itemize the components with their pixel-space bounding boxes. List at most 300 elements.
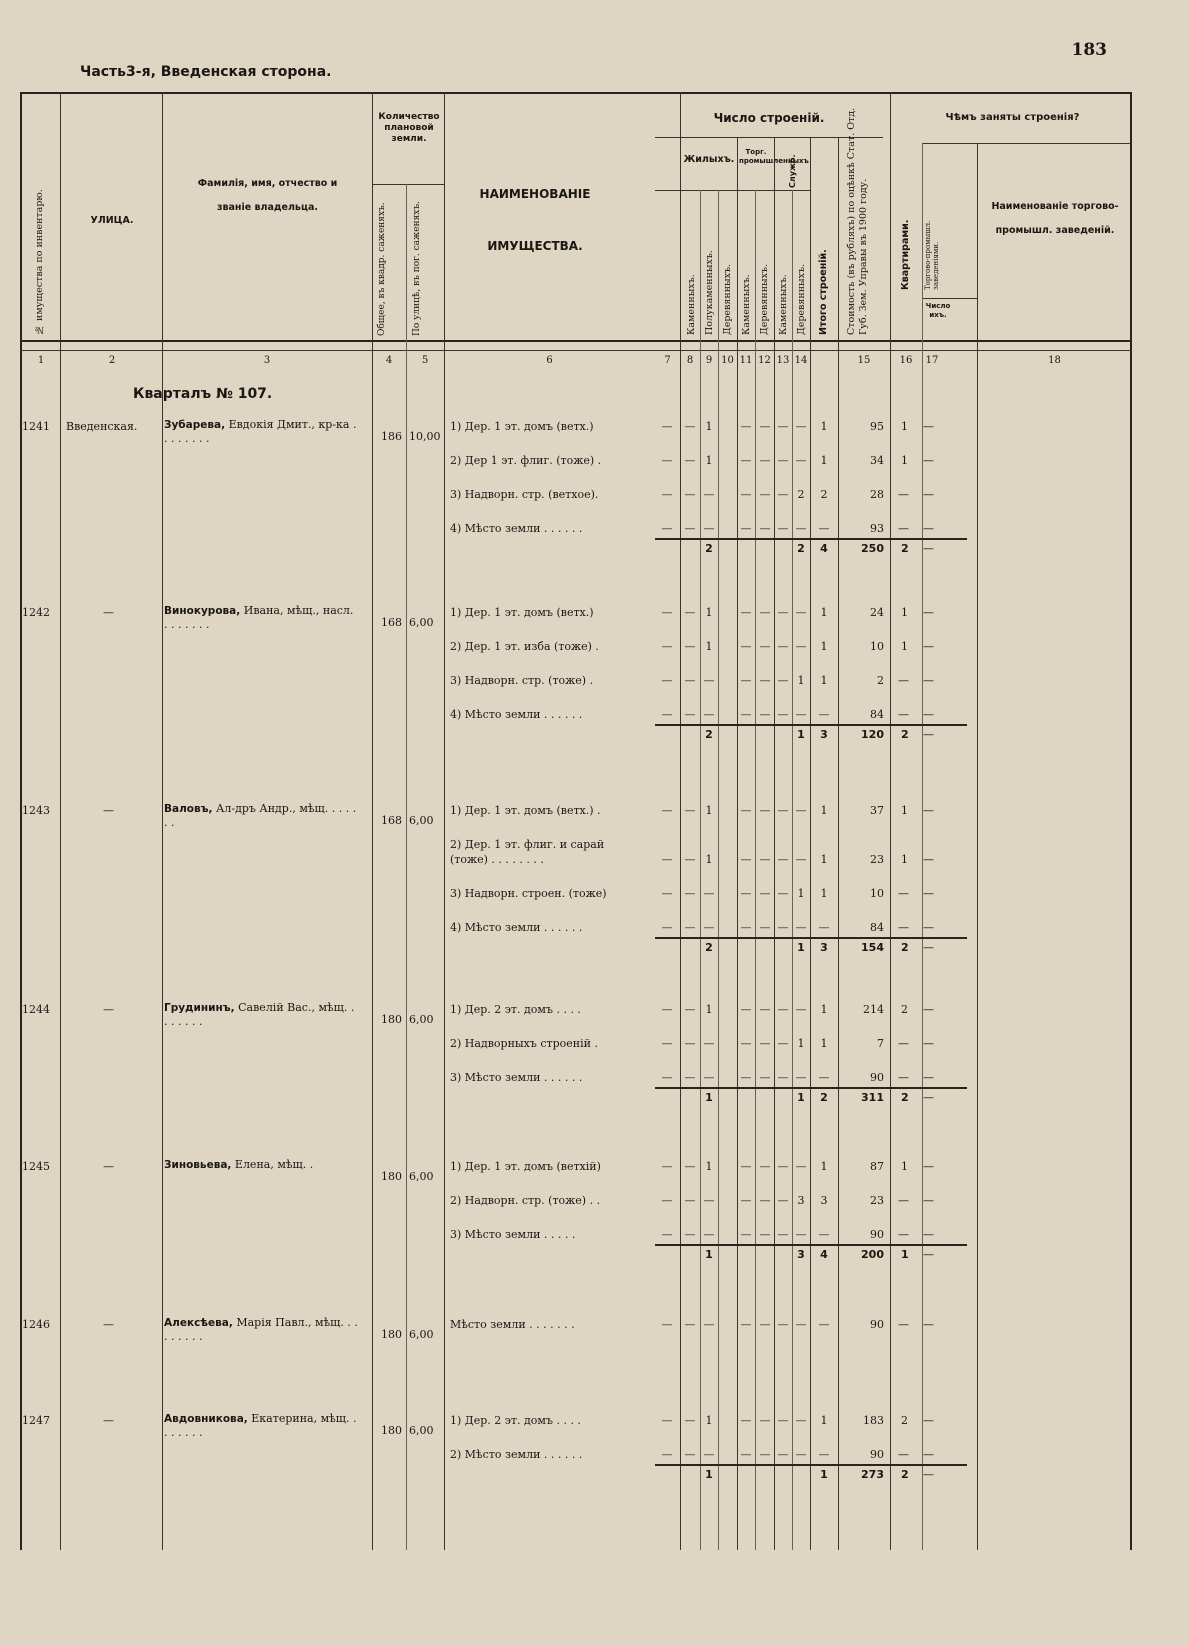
torgzav-dash: — bbox=[923, 1194, 934, 1207]
property-item: Мѣсто земли . . . . . . . bbox=[450, 1318, 575, 1331]
area-total: 168 bbox=[381, 616, 402, 629]
cost-cell: 183 bbox=[863, 1414, 884, 1427]
torg-der-cell: — bbox=[759, 853, 771, 866]
kam-cell: — bbox=[661, 1318, 673, 1331]
sum-sluzh: 2 bbox=[797, 542, 805, 555]
property-item: 2) Дер. 1 эт. флиг. и сарай bbox=[450, 838, 605, 851]
sluzh-der-cell: — bbox=[795, 522, 807, 535]
colnum-11: 11 bbox=[739, 355, 753, 366]
sluzh-der-cell: — bbox=[795, 921, 807, 934]
cost-header: Стоимость (въ рубляхъ) по оцѣнкѣ Стат. Отд. Губ. Зем. Управы въ 1900 году. bbox=[846, 107, 869, 335]
sum-torgzav-dash: — bbox=[923, 1248, 934, 1261]
area-group-rule bbox=[372, 184, 444, 185]
header-bottom-rule bbox=[20, 340, 1132, 342]
cost-cell: 90 bbox=[870, 1448, 884, 1461]
sluzh-der-cell: — bbox=[795, 708, 807, 721]
sluzh-kam-cell: — bbox=[777, 804, 789, 817]
sluzh-kam-cell: — bbox=[777, 522, 789, 535]
sum-kvart: 1 bbox=[901, 1248, 909, 1261]
polukam-cell: — bbox=[684, 1037, 696, 1050]
street-dash: — bbox=[103, 1160, 114, 1173]
quarter-heading: Кварталъ № 107. bbox=[133, 386, 273, 402]
sum-torgzav-dash: — bbox=[923, 941, 934, 954]
polukam-cell: — bbox=[684, 708, 696, 721]
torg-kam-cell: — bbox=[740, 420, 752, 433]
der-cell: — bbox=[703, 522, 715, 535]
sluzh-kam-cell: — bbox=[777, 708, 789, 721]
property-item: 2) Надворн. стр. (тоже) . . bbox=[450, 1194, 601, 1207]
col-divider-7 bbox=[700, 190, 701, 1550]
kam-header-3: Каменныхъ. bbox=[778, 274, 789, 335]
subtotal-rule bbox=[655, 538, 967, 540]
der-cell: — bbox=[703, 1037, 715, 1050]
kvart-cell: 1 bbox=[901, 804, 908, 817]
cost-cell: 24 bbox=[870, 606, 884, 619]
der-cell: — bbox=[703, 1448, 715, 1461]
property-item: 4) Мѣсто земли . . . . . . bbox=[450, 708, 583, 721]
property-item: 3) Надворн. стр. (ветхое). bbox=[450, 488, 599, 501]
col6-header-b: ИМУЩЕСТВА. bbox=[487, 239, 583, 253]
property-item: 3) Мѣсто земли . . . . . . bbox=[450, 1071, 583, 1084]
record-number: 1245 bbox=[22, 1160, 50, 1173]
torgzav-dash: — bbox=[923, 640, 934, 653]
torg-der-cell: — bbox=[759, 488, 771, 501]
polukam-cell: — bbox=[684, 921, 696, 934]
col-divider-1 bbox=[60, 92, 61, 1550]
kam-cell: — bbox=[661, 454, 673, 467]
cost-cell: 2 bbox=[877, 674, 884, 687]
kam-cell: — bbox=[661, 1003, 673, 1016]
polukam-cell: — bbox=[684, 1414, 696, 1427]
polukam-cell: — bbox=[684, 640, 696, 653]
colnum-9: 9 bbox=[705, 355, 713, 366]
total-cell: 1 bbox=[820, 640, 828, 653]
sluzh-kam-cell: — bbox=[777, 921, 789, 934]
owner-surname: Зиновьева, bbox=[164, 1159, 232, 1171]
kam-cell: — bbox=[661, 1448, 673, 1461]
cost-cell: 214 bbox=[863, 1003, 884, 1016]
der-cell: 1 bbox=[705, 454, 713, 467]
kvart-dash: — bbox=[898, 1071, 909, 1084]
area-total: 180 bbox=[381, 1013, 402, 1026]
sluzh-der-cell: — bbox=[795, 640, 807, 653]
property-item: 1) Дер. 2 эт. домъ . . . . bbox=[450, 1003, 581, 1016]
sluzh-der-cell: — bbox=[795, 1071, 807, 1084]
sum-kvart: 2 bbox=[901, 728, 909, 741]
colnum-12: 12 bbox=[758, 355, 771, 366]
der-cell: 1 bbox=[705, 1160, 713, 1173]
torg-der-cell: — bbox=[759, 1448, 771, 1461]
colnum-6: 6 bbox=[546, 355, 553, 366]
colnum-16: 16 bbox=[899, 355, 913, 366]
sluzh-der-cell: 3 bbox=[797, 1194, 805, 1207]
col-divider-5 bbox=[444, 92, 445, 1550]
kvart-dash: — bbox=[898, 1318, 909, 1331]
sluzh-kam-cell: — bbox=[777, 1003, 789, 1016]
chislo-header: Число ихъ. bbox=[925, 302, 951, 319]
sum-kvart: 2 bbox=[901, 1468, 909, 1481]
der-cell: 1 bbox=[705, 1414, 713, 1427]
subtotal-rule bbox=[655, 1244, 967, 1246]
sluzh-kam-cell: — bbox=[777, 488, 789, 501]
kam-cell: — bbox=[661, 1414, 673, 1427]
torg-der-cell: — bbox=[759, 606, 771, 619]
owner-name bbox=[164, 1316, 359, 1344]
colnum-3: 3 bbox=[263, 355, 271, 366]
owner-details: Марія Павл., мѣщ. . . . . . . . . bbox=[164, 1316, 358, 1343]
cost-cell: 34 bbox=[870, 454, 884, 467]
area-total: 168 bbox=[381, 814, 402, 827]
torgzav-dash: — bbox=[923, 674, 934, 687]
kam-cell: — bbox=[661, 640, 673, 653]
total-cell: 1 bbox=[820, 606, 828, 619]
torg-der-cell: — bbox=[759, 522, 771, 535]
sluzh-der-cell: — bbox=[795, 1003, 807, 1016]
torg-kam-cell: — bbox=[740, 522, 752, 535]
owner-name bbox=[164, 418, 359, 446]
sum-total: 4 bbox=[820, 542, 828, 555]
der-cell: 1 bbox=[705, 420, 713, 433]
torgzav-dash: — bbox=[923, 1228, 934, 1241]
record-number: 1244 bbox=[22, 1003, 50, 1016]
total-cell: 1 bbox=[820, 804, 828, 817]
col-divider-14 bbox=[838, 137, 839, 1550]
total-cell: 1 bbox=[820, 1003, 828, 1016]
torg-kam-cell: — bbox=[740, 640, 752, 653]
cost-cell: 95 bbox=[870, 420, 884, 433]
chislo-rule bbox=[922, 298, 977, 299]
sluzh-kam-cell: — bbox=[777, 853, 789, 866]
kam-cell: — bbox=[661, 1037, 673, 1050]
sluzh-der-cell: — bbox=[795, 606, 807, 619]
torgzav-dash: — bbox=[923, 1160, 934, 1173]
property-item: 2) Дер. 1 эт. изба (тоже) . bbox=[450, 640, 599, 653]
der-cell: — bbox=[703, 1194, 715, 1207]
property-item: 2) Дер 1 эт. флиг. (тоже) . bbox=[450, 454, 602, 467]
torgzav-dash: — bbox=[923, 887, 934, 900]
col6-header-a: НАИМЕНОВАНІЕ bbox=[479, 187, 591, 201]
sluzh-kam-cell: — bbox=[777, 454, 789, 467]
col18-header: Наименованіе торгово-промышл. заведеній. bbox=[991, 201, 1119, 236]
sluzh-header: Служб. bbox=[788, 154, 797, 188]
kvart-cell: 1 bbox=[901, 853, 908, 866]
colnum-rule bbox=[20, 350, 1132, 351]
polukam-cell: — bbox=[684, 1194, 696, 1207]
torg-kam-cell: — bbox=[740, 1037, 752, 1050]
area-total: 180 bbox=[381, 1170, 402, 1183]
property-item: 1) Дер. 1 эт. домъ (ветх.) . bbox=[450, 804, 601, 817]
sluzh-der-cell: — bbox=[795, 1228, 807, 1241]
torg-header: Торг. промышленныхъ bbox=[739, 148, 809, 165]
torg-der-cell: — bbox=[759, 921, 771, 934]
torg-kam-cell: — bbox=[740, 708, 752, 721]
street-dash: — bbox=[103, 1003, 114, 1016]
torgzav-dash: — bbox=[923, 921, 934, 934]
property-item: 2) Надворныхъ строеній . bbox=[450, 1037, 598, 1050]
cost-cell: 90 bbox=[870, 1071, 884, 1084]
torgzav-dash: — bbox=[923, 708, 934, 721]
kvart-dash: — bbox=[898, 1194, 909, 1207]
sluzh-kam-cell: — bbox=[777, 887, 789, 900]
polukam-cell: — bbox=[684, 606, 696, 619]
polukam-cell: — bbox=[684, 1160, 696, 1173]
owner-surname: Зубарева, bbox=[164, 419, 226, 431]
col2-header: УЛИЦА. bbox=[90, 215, 134, 226]
torg-der-cell: — bbox=[759, 454, 771, 467]
col-divider-12 bbox=[792, 190, 793, 1550]
polukam-cell: — bbox=[684, 674, 696, 687]
kam-cell: — bbox=[661, 488, 673, 501]
torg-kam-cell: — bbox=[740, 1160, 752, 1173]
area-total: 180 bbox=[381, 1328, 402, 1341]
der-header-3: Деревянныхъ. bbox=[796, 263, 807, 335]
sluzh-der-cell: — bbox=[795, 1448, 807, 1461]
property-item: 4) Мѣсто земли . . . . . . bbox=[450, 522, 583, 535]
sum-cost: 273 bbox=[861, 1468, 884, 1481]
sluzh-kam-cell: — bbox=[777, 1037, 789, 1050]
torgzav-dash: — bbox=[923, 804, 934, 817]
total-cell: 1 bbox=[820, 674, 828, 687]
col-divider-2 bbox=[162, 92, 163, 1550]
sum-kvart: 2 bbox=[901, 941, 909, 954]
kam-header-2: Каменныхъ. bbox=[741, 274, 752, 335]
sluzh-kam-cell: — bbox=[777, 1414, 789, 1427]
sum-sluzh: 1 bbox=[797, 941, 805, 954]
torg-kam-cell: — bbox=[740, 804, 752, 817]
owner-details: Савелій Вас., мѣщ. . . . . . . . bbox=[164, 1001, 355, 1028]
sluzh-der-cell: — bbox=[795, 454, 807, 467]
sluzh-kam-cell: — bbox=[777, 1318, 789, 1331]
torg-kam-cell: — bbox=[740, 1228, 752, 1241]
der-cell: — bbox=[703, 1071, 715, 1084]
sum-cost: 120 bbox=[861, 728, 884, 741]
torgzav-dash: — bbox=[923, 1003, 934, 1016]
street-dash: — bbox=[103, 1318, 114, 1331]
kam-cell: — bbox=[661, 1194, 673, 1207]
col-divider-9 bbox=[737, 137, 738, 1550]
torgzav-dash: — bbox=[923, 606, 934, 619]
der-header-1: Деревянныхъ. bbox=[722, 263, 733, 335]
sum-torgzav-dash: — bbox=[923, 542, 934, 555]
property-item: 1) Дер. 1 эт. домъ (ветх.) bbox=[450, 420, 594, 433]
property-item: 1) Дер. 1 эт. домъ (ветх.) bbox=[450, 606, 594, 619]
frontage: 10,00 bbox=[409, 430, 441, 443]
sum-der: 1 bbox=[705, 1468, 713, 1481]
colnum-4: 4 bbox=[385, 355, 393, 366]
owner-name bbox=[164, 1001, 359, 1029]
sum-kvart: 2 bbox=[901, 542, 909, 555]
record-number: 1242 bbox=[22, 606, 50, 619]
property-item: 1) Дер. 2 эт. домъ . . . . bbox=[450, 1414, 581, 1427]
torg-kam-cell: — bbox=[740, 1071, 752, 1084]
property-item: 1) Дер. 1 эт. домъ (ветхій) bbox=[450, 1160, 601, 1173]
frontage: 6,00 bbox=[409, 1424, 434, 1437]
colnum-18: 18 bbox=[1048, 355, 1061, 366]
total-cell: — bbox=[818, 708, 830, 721]
sluzh-kam-cell: — bbox=[777, 1228, 789, 1241]
total-cell: 1 bbox=[820, 1414, 828, 1427]
total-cell: 1 bbox=[820, 853, 828, 866]
torg-kam-cell: — bbox=[740, 454, 752, 467]
total-cell: 1 bbox=[820, 887, 828, 900]
torgzav-dash: — bbox=[923, 1448, 934, 1461]
cost-cell: 23 bbox=[870, 853, 884, 866]
kam-cell: — bbox=[661, 674, 673, 687]
colnum-8: 8 bbox=[686, 355, 694, 366]
polukam-cell: — bbox=[684, 1228, 696, 1241]
zhil-header: Жилыхъ. bbox=[683, 154, 735, 165]
sum-cost: 154 bbox=[861, 941, 884, 954]
owner-details: Евдокія Дмит., кр-ка . . . . . . . . bbox=[164, 418, 357, 445]
polukam-header: Полукаменныхъ. bbox=[704, 250, 715, 335]
kvart-dash: — bbox=[898, 522, 909, 535]
torg-kam-cell: — bbox=[740, 1194, 752, 1207]
sum-total: 3 bbox=[820, 941, 828, 954]
cost-cell: 90 bbox=[870, 1318, 884, 1331]
sluzh-kam-cell: — bbox=[777, 606, 789, 619]
sum-sluzh: 3 bbox=[797, 1248, 805, 1261]
total-cell: — bbox=[818, 1071, 830, 1084]
der-cell: 1 bbox=[705, 853, 713, 866]
frontage: 6,00 bbox=[409, 1170, 434, 1183]
kam-cell: — bbox=[661, 853, 673, 866]
total-cell: 3 bbox=[820, 1194, 828, 1207]
cost-cell: 10 bbox=[870, 640, 884, 653]
sum-der: 1 bbox=[705, 1248, 713, 1261]
property-item: 3) Надворн. строен. (тоже) bbox=[450, 887, 607, 900]
polukam-cell: — bbox=[684, 1448, 696, 1461]
sum-total: 2 bbox=[820, 1091, 828, 1104]
kam-cell: — bbox=[661, 1160, 673, 1173]
kam-cell: — bbox=[661, 1228, 673, 1241]
kvart-cell: 1 bbox=[901, 640, 908, 653]
kvart-cell: 2 bbox=[901, 1003, 908, 1016]
der-cell: — bbox=[703, 887, 715, 900]
sluzh-der-cell: 1 bbox=[797, 674, 805, 687]
cost-cell: 7 bbox=[877, 1037, 884, 1050]
kam-cell: — bbox=[661, 1071, 673, 1084]
polukam-cell: — bbox=[684, 1318, 696, 1331]
owner-details: Ивана, мѣщ., насл. . . . . . . . bbox=[164, 604, 354, 631]
sum-sluzh: 1 bbox=[797, 728, 805, 741]
cost-cell: 87 bbox=[870, 1160, 884, 1173]
kvart-cell: 1 bbox=[901, 454, 908, 467]
frontage: 6,00 bbox=[409, 616, 434, 629]
total-cell: 1 bbox=[820, 420, 828, 433]
sluzh-der-cell: 2 bbox=[797, 488, 805, 501]
cost-cell: 90 bbox=[870, 1228, 884, 1241]
frontage: 6,00 bbox=[409, 1013, 434, 1026]
col4-header: Общее, въ квадр. саженяхъ. bbox=[377, 202, 387, 336]
owner-surname: Валовъ, bbox=[164, 803, 213, 815]
street-name: Введенская. bbox=[66, 420, 138, 433]
torg-der-cell: — bbox=[759, 1003, 771, 1016]
torgzav-dash: — bbox=[923, 420, 934, 433]
sluzh-kam-cell: — bbox=[777, 1071, 789, 1084]
owner-name bbox=[164, 1412, 359, 1440]
cost-cell: 23 bbox=[870, 1194, 884, 1207]
colnum-15: 15 bbox=[857, 355, 871, 366]
der-cell: 1 bbox=[705, 804, 713, 817]
polukam-cell: — bbox=[684, 1071, 696, 1084]
owner-name bbox=[164, 1158, 359, 1172]
sluzh-kam-cell: — bbox=[777, 1160, 789, 1173]
record-number: 1241 bbox=[22, 420, 50, 433]
polukam-cell: — bbox=[684, 420, 696, 433]
subtotal-rule bbox=[655, 1087, 967, 1089]
total-cell: 1 bbox=[820, 1160, 828, 1173]
sluzh-der-cell: — bbox=[795, 1318, 807, 1331]
der-cell: 1 bbox=[705, 606, 713, 619]
sluzh-der-cell: — bbox=[795, 420, 807, 433]
owner-surname: Авдовникова, bbox=[164, 1413, 248, 1425]
area-total: 186 bbox=[381, 430, 402, 443]
kvart-dash: — bbox=[898, 488, 909, 501]
der-cell: — bbox=[703, 488, 715, 501]
owner-surname: Грудининъ, bbox=[164, 1002, 235, 1014]
torgzav-dash: — bbox=[923, 1318, 934, 1331]
sum-torgzav-dash: — bbox=[923, 1468, 934, 1481]
frontage: 6,00 bbox=[409, 814, 434, 827]
property-item: 4) Мѣсто земли . . . . . . bbox=[450, 921, 583, 934]
torg-der-cell: — bbox=[759, 1228, 771, 1241]
torg-der-cell: — bbox=[759, 1414, 771, 1427]
street-dash: — bbox=[103, 804, 114, 817]
col-divider-13 bbox=[810, 137, 811, 1550]
total-cell: — bbox=[818, 1318, 830, 1331]
owner-surname: Алексѣева, bbox=[164, 1317, 233, 1329]
kvart-dash: — bbox=[898, 708, 909, 721]
owner-surname: Винокурова, bbox=[164, 605, 241, 617]
kam-header-1: Каменныхъ. bbox=[686, 274, 697, 335]
colnum-1: 1 bbox=[37, 355, 45, 366]
sum-der: 2 bbox=[705, 941, 713, 954]
torg-kam-cell: — bbox=[740, 674, 752, 687]
property-item: 2) Мѣсто земли . . . . . . bbox=[450, 1448, 583, 1461]
sluzh-kam-cell: — bbox=[777, 640, 789, 653]
kvart-dash: — bbox=[898, 1228, 909, 1241]
polukam-cell: — bbox=[684, 804, 696, 817]
subtotal-rule bbox=[655, 724, 967, 726]
torgzav-dash: — bbox=[923, 522, 934, 535]
page-header: Часть3-я, Введенская сторона. bbox=[80, 64, 332, 80]
subtotal-rule bbox=[655, 1464, 967, 1466]
sum-torgzav-dash: — bbox=[923, 728, 934, 741]
polukam-cell: — bbox=[684, 522, 696, 535]
sluzh-der-cell: 1 bbox=[797, 887, 805, 900]
col1-header: № имущества по инвентарю. bbox=[34, 189, 45, 335]
record-number: 1246 bbox=[22, 1318, 50, 1331]
cost-cell: 84 bbox=[870, 708, 884, 721]
sluzh-kam-cell: — bbox=[777, 1448, 789, 1461]
der-cell: — bbox=[703, 674, 715, 687]
der-cell: — bbox=[703, 1318, 715, 1331]
kvart-dash: — bbox=[898, 887, 909, 900]
total-cell: 2 bbox=[820, 488, 828, 501]
total-cell: 1 bbox=[820, 454, 828, 467]
polukam-cell: — bbox=[684, 853, 696, 866]
col45-header: Количество плановой земли. bbox=[378, 112, 440, 144]
torg-kam-cell: — bbox=[740, 853, 752, 866]
torg-der-cell: — bbox=[759, 804, 771, 817]
colnum-17: 17 bbox=[925, 355, 939, 366]
torg-kam-cell: — bbox=[740, 606, 752, 619]
cost-cell: 84 bbox=[870, 921, 884, 934]
cost-cell: 10 bbox=[870, 887, 884, 900]
owner-name bbox=[164, 604, 359, 632]
kam-cell: — bbox=[661, 420, 673, 433]
total-cell: — bbox=[818, 1228, 830, 1241]
